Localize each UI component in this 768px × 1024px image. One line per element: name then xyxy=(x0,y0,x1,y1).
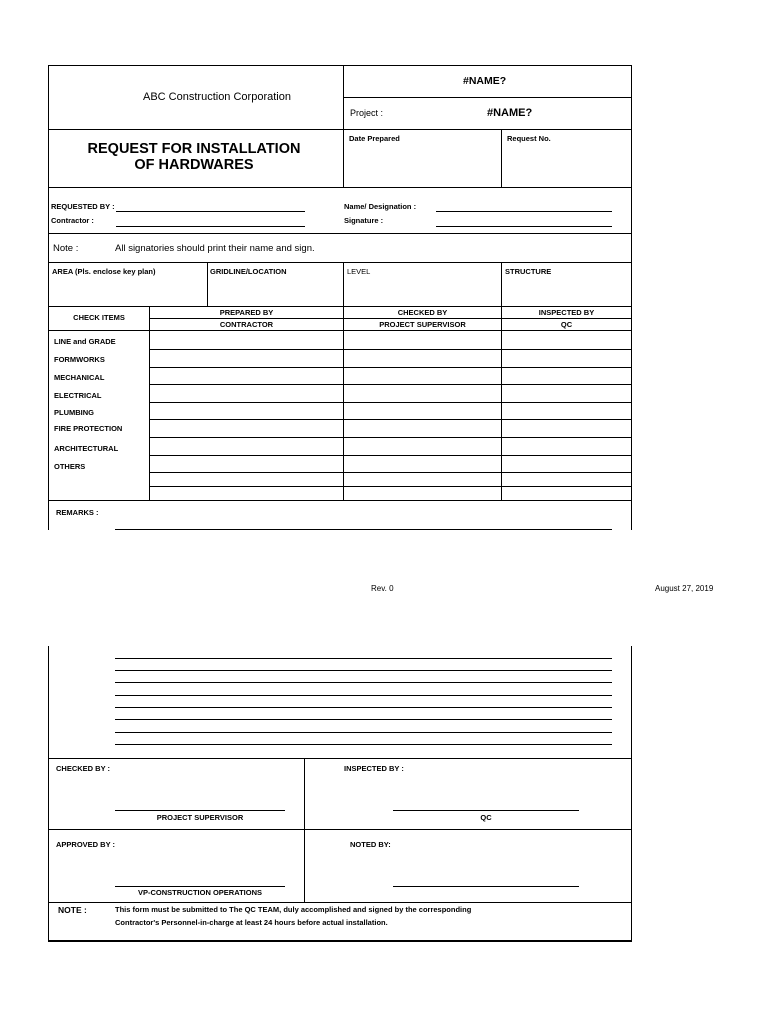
prepared-by-header: PREPARED BY xyxy=(219,308,274,317)
header-divider xyxy=(501,129,502,187)
note-label: Note : xyxy=(53,243,79,254)
check-item-electrical: ELECTRICAL xyxy=(54,391,102,400)
checked-by-signature[interactable] xyxy=(115,810,285,811)
remarks-label: REMARKS : xyxy=(56,508,99,517)
table-row-line xyxy=(149,455,632,456)
approved-by-signature[interactable] xyxy=(115,886,285,887)
bottom-note-line1: This form must be submitted to The QC TEAM, duly accomplished and signed by the corresponding xyxy=(115,905,472,914)
contractor-label: Contractor : xyxy=(51,216,94,225)
inspected-by-label: INSPECTED BY : xyxy=(344,764,404,773)
remarks-field[interactable] xyxy=(115,707,612,708)
check-item-mechanical: MECHANICAL xyxy=(54,373,105,382)
inspected-by-signature[interactable] xyxy=(393,810,579,811)
signature-field[interactable] xyxy=(436,226,612,227)
check-item-architectural: ARCHITECTURAL xyxy=(54,444,119,453)
area-divider xyxy=(207,262,208,306)
checked-by-label: CHECKED BY : xyxy=(56,764,111,773)
title-line1: REQUEST FOR INSTALLATION xyxy=(87,141,301,157)
remarks-field[interactable] xyxy=(115,682,612,683)
name-designation-label: Name/ Designation : xyxy=(344,202,417,211)
bottom-note-line2: Contractor's Personnel-in-charge at least 24 hours before actual installation. xyxy=(115,918,388,927)
frame-bottom xyxy=(48,940,632,942)
name-top: #NAME? xyxy=(463,75,507,87)
remarks-field[interactable] xyxy=(115,744,612,745)
revision: Rev. 0 xyxy=(371,584,394,593)
header-divider xyxy=(343,65,344,187)
table-row-line xyxy=(149,367,632,368)
requested-by-label: REQUESTED BY : xyxy=(51,202,115,211)
frame-right xyxy=(631,65,632,530)
footer-date: August 27, 2019 xyxy=(655,584,714,593)
request-no-label: Request No. xyxy=(507,134,551,143)
remarks-field[interactable] xyxy=(115,670,612,671)
table-row-line xyxy=(149,472,632,473)
area-label: AREA (Pls. enclose key plan) xyxy=(52,267,156,276)
frame-left xyxy=(48,646,49,942)
project-label: Project : xyxy=(350,108,384,118)
project-supervisor-caption: PROJECT SUPERVISOR xyxy=(156,813,244,822)
table-row-line xyxy=(149,486,632,487)
noted-by-signature[interactable] xyxy=(393,886,579,887)
table-line xyxy=(149,318,632,319)
frame-right xyxy=(631,646,632,942)
company-name: ABC Construction Corporation xyxy=(143,91,291,103)
check-items-header: CHECK ITEMS xyxy=(73,313,125,322)
bottom-note-label: NOTE : xyxy=(58,905,87,915)
table-bottom xyxy=(48,500,632,501)
qc-caption: QC xyxy=(480,813,492,822)
date-prepared-label: Date Prepared xyxy=(349,134,400,143)
table-row-line xyxy=(149,437,632,438)
remarks-field[interactable] xyxy=(115,695,612,696)
table-row-line xyxy=(149,402,632,403)
section-line xyxy=(48,829,632,830)
inspected-by-header: INSPECTED BY xyxy=(538,308,595,317)
table-row-line xyxy=(149,384,632,385)
vp-caption: VP-CONSTRUCTION OPERATIONS xyxy=(137,888,263,897)
form-title xyxy=(60,141,328,173)
checked-by-header: CHECKED BY xyxy=(397,308,448,317)
remarks-field[interactable] xyxy=(115,719,612,720)
area-divider xyxy=(501,262,502,306)
header-line xyxy=(343,97,631,98)
section-line xyxy=(48,902,632,903)
check-item-fire-protection: FIRE PROTECTION xyxy=(54,424,123,433)
contractor-field[interactable] xyxy=(116,226,305,227)
contractor-header: CONTRACTOR xyxy=(219,320,274,329)
noted-by-label: NOTED BY: xyxy=(350,840,391,849)
name-designation-field[interactable] xyxy=(436,211,612,212)
table-row-line xyxy=(149,419,632,420)
section-line xyxy=(48,758,632,759)
area-divider xyxy=(343,262,344,306)
check-item-plumbing: PLUMBING xyxy=(54,408,94,417)
section-line xyxy=(48,262,632,263)
title-line2: OF HARDWARES xyxy=(134,157,254,173)
section-line xyxy=(48,306,632,307)
remarks-field[interactable] xyxy=(115,658,612,659)
remarks-field[interactable] xyxy=(115,732,612,733)
project-value: #NAME? xyxy=(487,107,533,119)
structure-label: STRUCTURE xyxy=(505,267,552,276)
requested-by-field[interactable] xyxy=(116,211,305,212)
check-item-line-grade: LINE and GRADE xyxy=(54,337,116,346)
frame-top xyxy=(48,65,632,66)
level-label: LEVEL xyxy=(347,267,371,276)
approved-by-label: APPROVED BY : xyxy=(56,840,116,849)
header-line xyxy=(48,129,632,130)
table-row-line xyxy=(149,349,632,350)
gridline-label: GRIDLINE/LOCATION xyxy=(210,267,287,276)
frame-left xyxy=(48,65,49,530)
qc-header: QC xyxy=(560,320,573,329)
signature-label: Signature : xyxy=(344,216,384,225)
check-item-others: OTHERS xyxy=(54,462,86,471)
table-line xyxy=(48,330,632,331)
section-line xyxy=(48,233,632,234)
project-supervisor-header: PROJECT SUPERVISOR xyxy=(379,320,466,329)
check-item-formworks: FORMWORKS xyxy=(54,355,105,364)
signoff-divider xyxy=(304,758,305,902)
header-line xyxy=(48,187,632,188)
remarks-field[interactable] xyxy=(115,529,612,530)
note-text: All signatories should print their name and sign. xyxy=(115,243,315,254)
